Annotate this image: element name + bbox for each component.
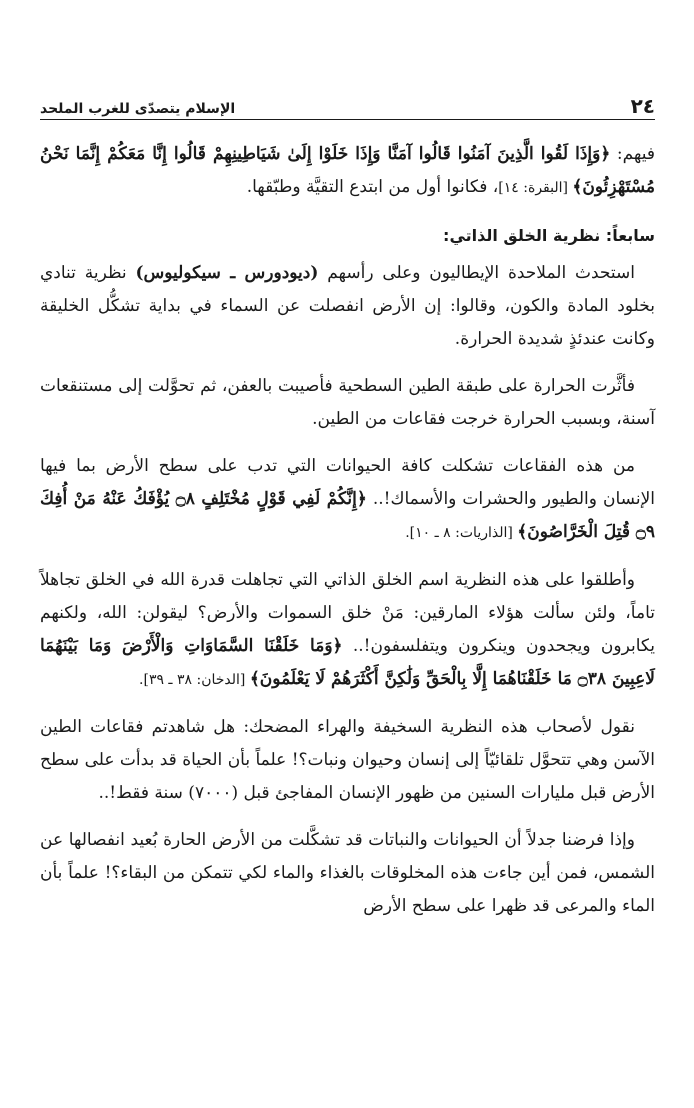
paragraph-tail: ، فكانوا أول من ابتدع التقيَّة وطبّقها. [246,177,499,197]
running-title: الإسلام يتصدّى للغرب الملحد [40,101,236,117]
quran-verse: ﴿إِنَّكُمْ لَفِي قَوْلٍ مُخْتَلِفٍ ۝٨ يُؤْفَكُ عَنْهُ مَنْ أُفِكَ ۝٩ قُتِلَ الْخَرَّاصُونَ﴾ [40,489,655,542]
paragraph-rebuttal: نقول لأصحاب هذه النظرية السخيفة والهراء المضحك: هل شاهدتم فقاعات الطين الآسن وهي تتحوَّل تلقائيّاً إلى إنسان وحيوان ونبات؟! علماً بأن الحياة قد بدأت على سطح الأرض قبل مليارات السنين من ظهور الإنسان المفاجئ قبل (٧٠٠٠) سنة فقط!.. [40,717,655,803]
page-number: ٢٤ [630,94,655,118]
paragraph-self-creation [40,564,655,697]
paragraph-heat: فأثَّرت الحرارة على طبقة الطين السطحية فأصيبت بالعفن، ثم تحوَّلت إلى مستنقعات آسنة، وبسبب الحرارة خرجت فقاعات من الطين. [40,376,655,429]
verse-reference: [البقرة: ١٤] [498,180,573,196]
verse-reference: [الذاريات: ٨ ـ ١٠]. [405,525,518,541]
names-highlight: (ديودورس ـ سيكوليوس) [135,263,319,283]
paragraph-text: وأطلقوا على هذه النظرية اسم الخلق الذاتي التي تجاهلت قدرة الله في الخلق تجاهلاً تاماً، ولئن سألت هؤلاء المارقين: مَنْ خلق السموات والأرض؟ ليقولن: الله، ولكنهم يكابرون ويجحدون وينكرون ويتفلسفون!.. [40,570,655,656]
quran-verse: ﴿وَإِذَا لَقُوا الَّذِينَ آمَنُوا قَالُوا آمَنَّا وَإِذَا خَلَوْا إِلَىٰ شَيَاطِينِهِمْ قَالُوا إِنَّا مَعَكُمْ إِنَّمَا نَحْنُ مُسْتَهْزِئُونَ﴾ [40,144,655,197]
section-heading: سابعاً: نظرية الخلق الذاتي: [443,226,655,245]
book-page [40,88,655,937]
verse-reference: [الدخان: ٣٨ ـ ٣٩]. [139,672,250,688]
running-header [40,88,655,120]
quran-verse: ﴿وَمَا خَلَقْنَا السَّمَاوَاتِ وَالْأَرْضَ وَمَا بَيْنَهُمَا لَاعِبِينَ ۝٣٨ مَا خَلَقْنَاهُمَا إِلَّا بِالْحَقِّ وَلَٰكِنَّ أَكْثَرَهُمْ لَا يَعْلَمُونَ﴾ [40,636,655,689]
paragraph-bubbles [40,450,655,550]
paragraph-text: من هذه الفقاعات تشكلت كافة الحيوانات التي تدب على سطح الأرض بما فيها الإنسان والطيور والحشرات والأسماك!.. [40,456,655,509]
paragraph-continuation [40,138,655,205]
paragraph-text: استحدث الملاحدة الإيطاليون وعلى رأسهم [318,263,635,283]
paragraph-argument: وإذا فرضنا جدلاً أن الحيوانات والنباتات قد تشكَّلت من الأرض الحارة بُعيد انفصالها عن الشمس، فمن أين جاءت هذه المخلوقات بالغذاء والماء لكي تتمكن من البقاء؟! علماً بأن الماء والمرعى قد ظهرا على سطح الأرض [40,830,655,916]
paragraph-lead: فيهم: [610,144,655,164]
paragraph-theory-intro [40,257,655,356]
paragraph-text-rest: نظرية تنادي بخلود المادة والكون، وقالوا: إن الأرض انفصلت عن السماء في بداية تشكُّل الخليقة وكانت عندئذٍ شديدة الحرارة. [40,263,655,349]
